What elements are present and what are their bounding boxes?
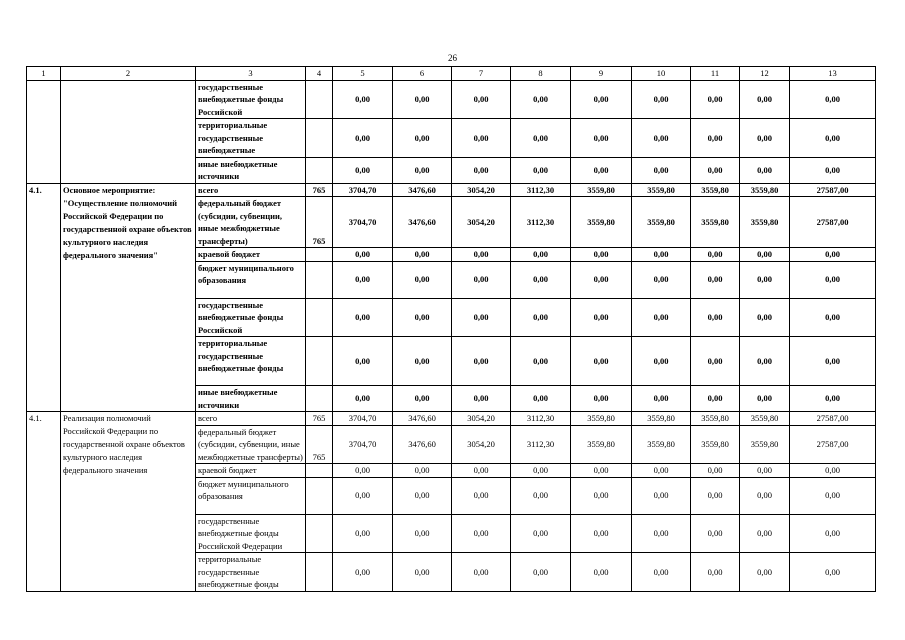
value-cell: 0,00 [740,477,790,514]
value-cell: 0,00 [393,298,452,337]
gl-code [306,157,333,183]
row-code [27,80,61,183]
value-cell: 0,00 [790,464,876,478]
funding-source: краевой бюджет [196,464,306,478]
value-cell: 0,00 [452,298,511,337]
gl-code: 765 [306,197,333,248]
gl-code [306,464,333,478]
value-cell: 0,00 [691,119,740,158]
value-cell: 3559,80 [740,425,790,464]
value-cell: 0,00 [511,386,571,412]
value-cell: 0,00 [333,261,393,298]
value-cell: 0,00 [571,477,632,514]
value-cell: 0,00 [511,514,571,553]
value-cell: 0,00 [393,157,452,183]
value-cell: 3559,80 [571,197,632,248]
value-cell: 3559,80 [740,183,790,197]
value-cell: 0,00 [511,119,571,158]
value-cell: 0,00 [632,261,691,298]
header-cell: 7 [452,67,511,81]
funding-source: всего [196,183,306,197]
header-cell: 12 [740,67,790,81]
value-cell: 0,00 [571,80,632,119]
value-cell: 0,00 [740,261,790,298]
funding-source: иные внебюджетные источники [196,386,306,412]
funding-source: бюджет муниципального образования [196,477,306,514]
value-cell: 0,00 [452,261,511,298]
value-cell: 0,00 [790,157,876,183]
value-cell: 0,00 [452,157,511,183]
gl-code [306,119,333,158]
value-cell: 0,00 [790,553,876,592]
value-cell: 3112,30 [511,197,571,248]
value-cell: 0,00 [740,298,790,337]
funding-source: территориальные государственные внебюджетные [196,119,306,158]
header-cell: 2 [61,67,196,81]
value-cell: 0,00 [452,464,511,478]
value-cell: 0,00 [740,337,790,386]
header-row [27,67,876,81]
gl-code [306,298,333,337]
row-code: 4.1. [27,412,61,592]
value-cell: 0,00 [452,248,511,262]
value-cell: 0,00 [452,119,511,158]
value-cell: 3054,20 [452,425,511,464]
value-cell: 3559,80 [691,183,740,197]
funding-source: государственные внебюджетные фонды Российской Федерации [196,514,306,553]
value-cell: 0,00 [393,386,452,412]
header-cell: 5 [333,67,393,81]
value-cell: 0,00 [691,337,740,386]
value-cell: 0,00 [632,119,691,158]
gl-code: 765 [306,425,333,464]
value-cell: 0,00 [393,477,452,514]
value-cell: 3559,80 [691,425,740,464]
value-cell: 0,00 [511,80,571,119]
value-cell: 0,00 [632,553,691,592]
value-cell: 3476,60 [393,197,452,248]
value-cell: 0,00 [571,386,632,412]
value-cell: 0,00 [632,248,691,262]
value-cell: 0,00 [571,337,632,386]
value-cell: 0,00 [333,119,393,158]
value-cell: 3559,80 [632,412,691,426]
value-cell: 3112,30 [511,425,571,464]
value-cell: 0,00 [393,514,452,553]
value-cell: 0,00 [452,80,511,119]
value-cell: 0,00 [691,261,740,298]
value-cell: 0,00 [632,337,691,386]
value-cell: 0,00 [511,464,571,478]
value-cell: 0,00 [691,514,740,553]
gl-code [306,337,333,386]
value-cell: 0,00 [632,514,691,553]
value-cell: 3559,80 [632,183,691,197]
value-cell: 3054,20 [452,197,511,248]
value-cell: 0,00 [691,80,740,119]
value-cell: 0,00 [393,248,452,262]
value-cell: 0,00 [333,553,393,592]
value-cell: 0,00 [790,386,876,412]
header-cell: 10 [632,67,691,81]
gl-code [306,386,333,412]
funding-source: бюджет муниципального образования [196,261,306,298]
value-cell: 27587,00 [790,197,876,248]
value-cell: 0,00 [571,464,632,478]
value-cell: 0,00 [571,248,632,262]
value-cell: 0,00 [452,337,511,386]
value-cell: 3704,70 [333,197,393,248]
row-code: 4.1. [27,183,61,412]
value-cell: 0,00 [691,464,740,478]
value-cell: 0,00 [393,464,452,478]
value-cell: 0,00 [393,80,452,119]
value-cell: 3112,30 [511,183,571,197]
value-cell: 0,00 [511,261,571,298]
value-cell: 0,00 [790,514,876,553]
value-cell: 0,00 [333,477,393,514]
measure-name: Основное мероприятие: "Осуществление полномочий Российской Федерации по государственной охране объектов культурного наследия федерального значения" [61,183,196,412]
header-cell: 4 [306,67,333,81]
value-cell: 0,00 [740,386,790,412]
value-cell: 0,00 [511,553,571,592]
value-cell: 0,00 [333,298,393,337]
value-cell: 0,00 [740,248,790,262]
value-cell: 3559,80 [691,197,740,248]
funding-source: территориальные государственные внебюджетные фонды [196,337,306,386]
funding-source: всего [196,412,306,426]
value-cell: 0,00 [691,386,740,412]
value-cell: 3559,80 [571,183,632,197]
header-cell: 3 [196,67,306,81]
value-cell: 0,00 [452,477,511,514]
funding-source: федеральный бюджет (субсидии, субвенции, иные межбюджетные трансферты) [196,425,306,464]
header-cell: 6 [393,67,452,81]
value-cell: 0,00 [571,157,632,183]
funding-source: краевой бюджет [196,248,306,262]
funding-source: государственные внебюджетные фонды Российской [196,80,306,119]
value-cell: 0,00 [691,298,740,337]
value-cell: 0,00 [571,261,632,298]
gl-code: 765 [306,183,333,197]
gl-code [306,553,333,592]
value-cell: 3476,60 [393,412,452,426]
funding-source: государственные внебюджетные фонды Российской [196,298,306,337]
value-cell: 0,00 [790,261,876,298]
value-cell: 3559,80 [632,197,691,248]
value-cell: 0,00 [571,119,632,158]
value-cell: 0,00 [571,553,632,592]
value-cell: 0,00 [740,514,790,553]
header-cell: 11 [691,67,740,81]
page-number: 26 [448,53,457,63]
value-cell: 3476,60 [393,425,452,464]
value-cell: 0,00 [691,477,740,514]
value-cell: 0,00 [511,477,571,514]
measure-name: Реализация полномочий Российской Федерации по государственной охране объектов культурного наследия федерального значения [61,412,196,592]
value-cell: 0,00 [511,157,571,183]
value-cell: 0,00 [691,157,740,183]
value-cell: 0,00 [632,477,691,514]
table-row [27,412,876,426]
value-cell: 27587,00 [790,412,876,426]
gl-code: 765 [306,412,333,426]
gl-code [306,80,333,119]
value-cell: 0,00 [393,261,452,298]
value-cell: 0,00 [452,514,511,553]
value-cell: 3704,70 [333,183,393,197]
value-cell: 0,00 [691,248,740,262]
value-cell: 0,00 [632,298,691,337]
value-cell: 0,00 [790,248,876,262]
value-cell: 3704,70 [333,425,393,464]
value-cell: 0,00 [790,119,876,158]
value-cell: 3559,80 [571,412,632,426]
value-cell: 0,00 [333,157,393,183]
value-cell: 0,00 [511,298,571,337]
value-cell: 0,00 [333,464,393,478]
value-cell: 0,00 [452,386,511,412]
value-cell: 0,00 [393,553,452,592]
value-cell: 0,00 [333,386,393,412]
value-cell: 3704,70 [333,412,393,426]
header-cell: 13 [790,67,876,81]
value-cell: 0,00 [740,119,790,158]
value-cell: 0,00 [740,464,790,478]
value-cell: 0,00 [511,337,571,386]
gl-code [306,248,333,262]
value-cell: 0,00 [740,553,790,592]
value-cell: 0,00 [333,514,393,553]
value-cell: 3559,80 [632,425,691,464]
table-row [27,80,876,119]
value-cell: 0,00 [333,248,393,262]
value-cell: 0,00 [740,80,790,119]
value-cell: 0,00 [571,514,632,553]
value-cell: 0,00 [632,464,691,478]
table-row [27,183,876,197]
value-cell: 0,00 [790,80,876,119]
value-cell: 0,00 [333,337,393,386]
funding-source: федеральный бюджет (субсидии, субвенции, иные межбюджетные трансферты) [196,197,306,248]
value-cell: 0,00 [393,119,452,158]
value-cell: 3559,80 [740,412,790,426]
value-cell: 27587,00 [790,183,876,197]
value-cell: 0,00 [632,157,691,183]
value-cell: 0,00 [790,337,876,386]
value-cell: 0,00 [511,248,571,262]
value-cell: 3476,60 [393,183,452,197]
value-cell: 3054,20 [452,412,511,426]
funding-source: территориальные государственные внебюджетные фонды [196,553,306,592]
value-cell: 3559,80 [740,197,790,248]
gl-code [306,477,333,514]
value-cell: 0,00 [452,553,511,592]
header-cell: 1 [27,67,61,81]
value-cell: 27587,00 [790,425,876,464]
value-cell: 0,00 [740,157,790,183]
value-cell: 3054,20 [452,183,511,197]
value-cell: 0,00 [790,477,876,514]
value-cell: 0,00 [790,298,876,337]
budget-table [26,66,876,592]
funding-source: иные внебюджетные источники [196,157,306,183]
gl-code [306,514,333,553]
header-cell: 9 [571,67,632,81]
value-cell: 0,00 [691,553,740,592]
value-cell: 0,00 [393,337,452,386]
measure-name [61,80,196,183]
value-cell: 0,00 [571,298,632,337]
header-cell: 8 [511,67,571,81]
value-cell: 3559,80 [691,412,740,426]
value-cell: 3112,30 [511,412,571,426]
value-cell: 0,00 [333,80,393,119]
value-cell: 3559,80 [571,425,632,464]
gl-code [306,261,333,298]
value-cell: 0,00 [632,80,691,119]
value-cell: 0,00 [632,386,691,412]
